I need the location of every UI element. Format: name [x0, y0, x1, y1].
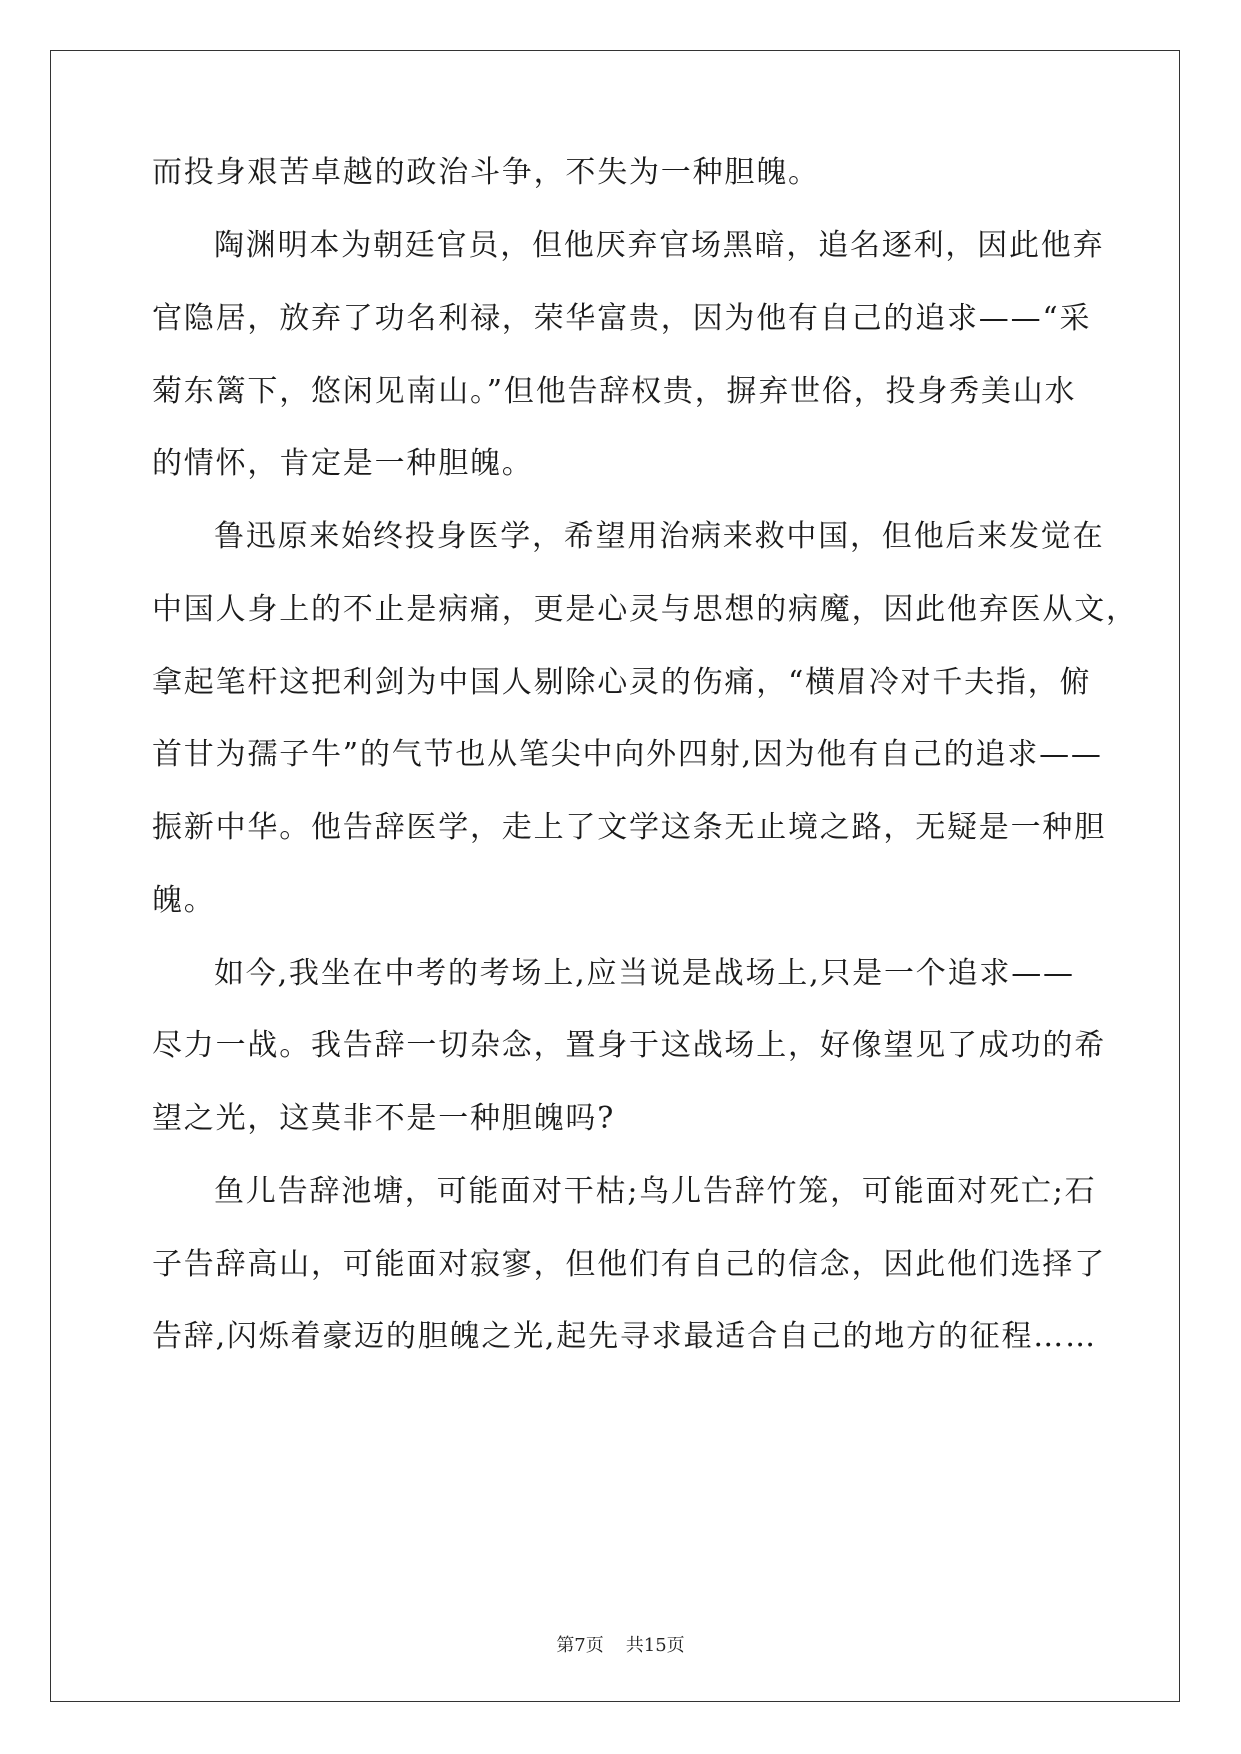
text-line: 魄。	[152, 883, 216, 918]
paragraph-start-line: 如今,我坐在中考的考场上,应当说是战场上,只是一个追求——	[214, 956, 1075, 991]
total-pages: 共15页	[625, 1635, 685, 1656]
text-line: 首甘为孺子牛”的气节也从笔尖中向外四射,因为他有自己的追求——	[152, 737, 1103, 772]
text-line: 望之光，这莫非不是一种胆魄吗?	[152, 1101, 616, 1136]
text-line: 官隐居，放弃了功名利禄，荣华富贵，因为他有自己的追求——“采	[152, 301, 1092, 336]
text-line: 而投身艰苦卓越的政治斗争，不失为一种胆魄。	[152, 155, 820, 190]
paragraph-start-line: 鱼儿告辞池塘，可能面对干枯;鸟儿告辞竹笼，可能面对死亡;石	[214, 1174, 1097, 1209]
page-footer	[0, 1634, 1241, 1658]
text-line: 告辞,闪烁着豪迈的胆魄之光,起先寻求最适合自己的地方的征程……	[152, 1319, 1097, 1354]
paragraph-start-line: 鲁迅原来始终投身医学，希望用治病来救中国，但他后来发觉在	[214, 519, 1105, 554]
text-line: 的情怀，肯定是一种胆魄。	[152, 446, 534, 481]
text-line: 中国人身上的不止是病痛，更是心灵与思想的病魔，因此他弃医从文，	[152, 592, 1138, 627]
text-line: 拿起笔杆这把利剑为中国人剔除心灵的伤痛，“横眉冷对千夫指，俯	[152, 665, 1092, 700]
text-line: 子告辞高山，可能面对寂寥，但他们有自己的信念，因此他们选择了	[152, 1247, 1106, 1282]
text-line: 菊东篱下，悠闲见南山。”但他告辞权贵，摒弃世俗，投身秀美山水	[152, 374, 1077, 409]
page-number: 第7页	[556, 1635, 604, 1656]
text-line: 振新中华。他告辞医学，走上了文学这条无止境之路，无疑是一种胆	[152, 810, 1106, 845]
page-border	[50, 50, 1180, 1702]
text-line: 尽力一战。我告辞一切杂念，置身于这战场上，好像望见了成功的希	[152, 1028, 1106, 1063]
paragraph-start-line: 陶渊明本为朝廷官员，但他厌弃官场黑暗，追名逐利，因此他弃	[214, 228, 1105, 263]
